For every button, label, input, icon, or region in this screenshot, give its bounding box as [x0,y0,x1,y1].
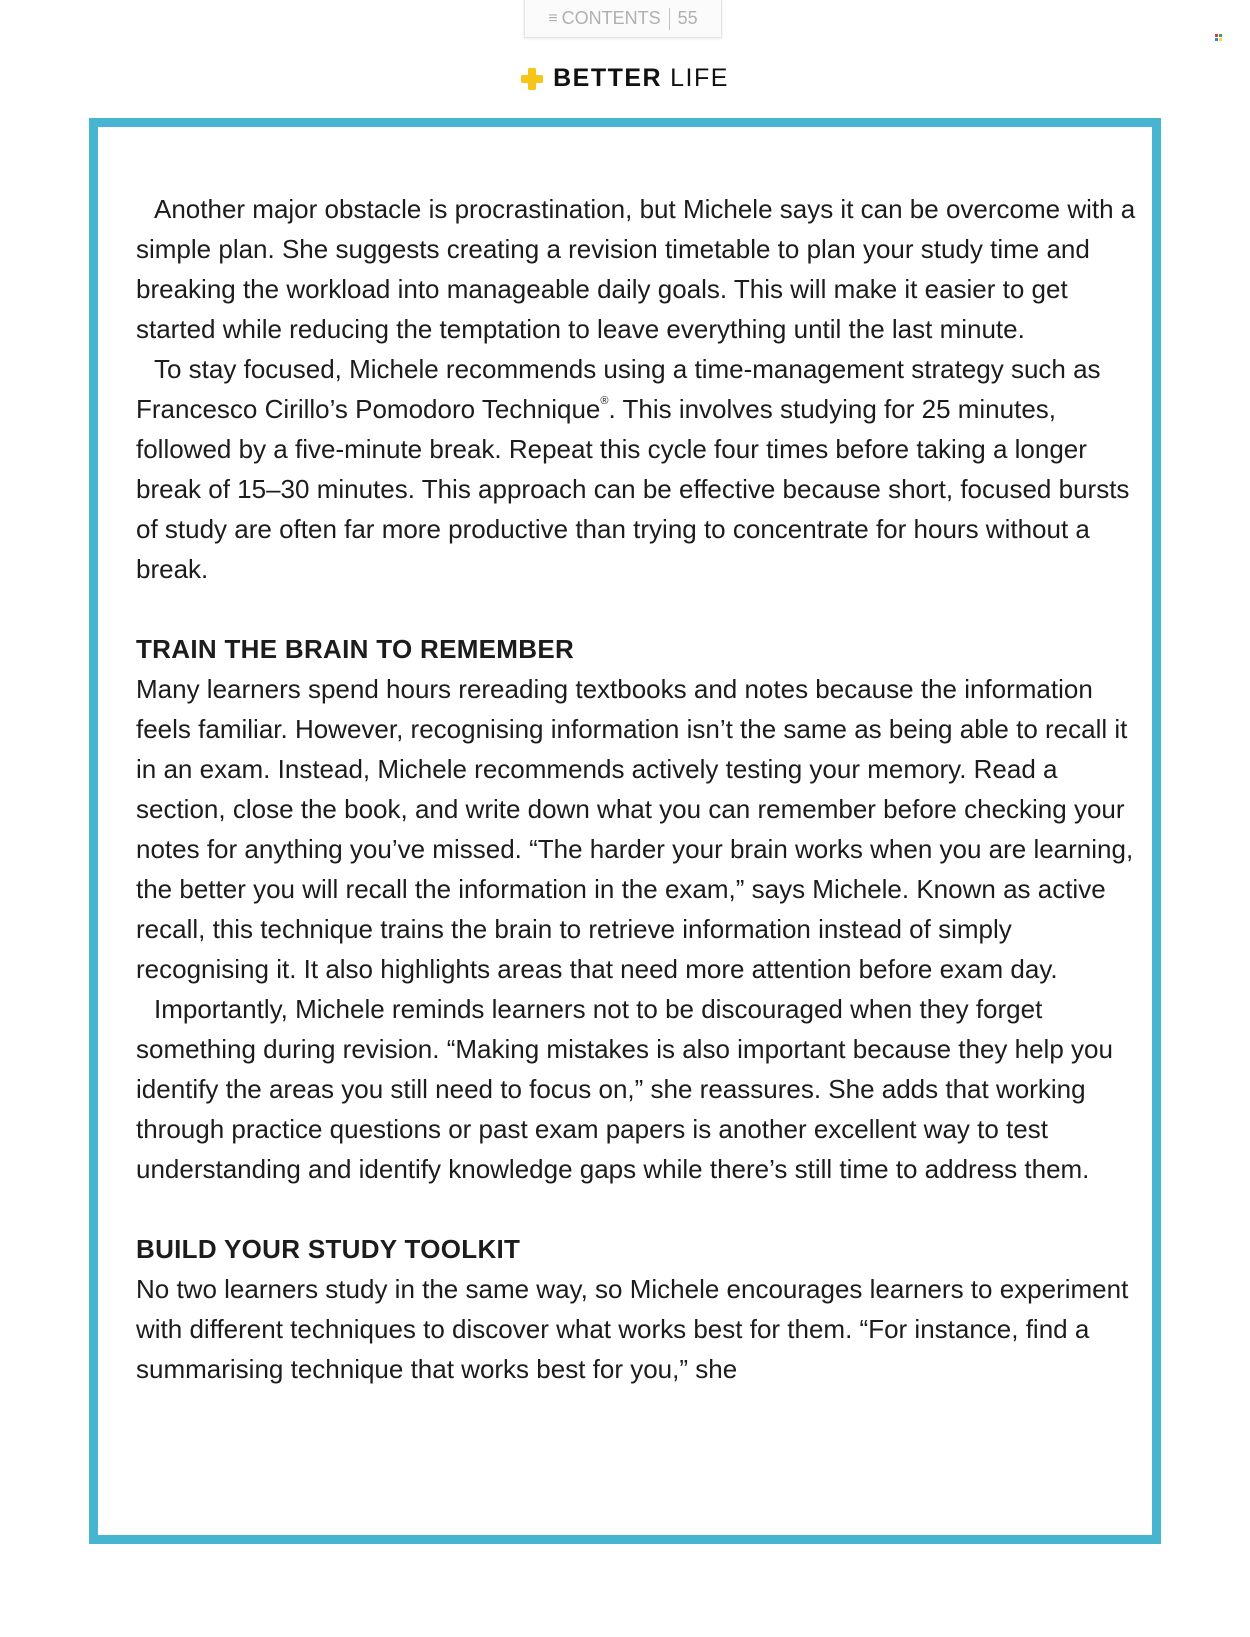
section-title-light: LIFE [670,64,729,92]
registered-mark: ® [600,395,609,407]
color-dots-icon [1215,34,1222,41]
paragraph [136,349,1136,589]
menu-icon: ≡ [548,9,558,27]
plus-cross-icon [521,68,543,90]
divider [669,8,670,30]
paragraph-text: . This involves studying for 25 minutes, followed by a five-minute break. Repeat this cycle four times before taking a longer break of 15–30 minutes. This approach can be effective because short, focused bursts of study are often far more productive than trying to concentrate for hours without a break. [136,394,1130,584]
contents-label: CONTENTS [561,8,661,28]
article-body [136,189,1136,1389]
paragraph: No two learners study in the same way, so Michele encourages learners to experiment with different techniques to discover what works best for them. “For instance, find a summarising technique that works best for you,” she [136,1274,1129,1384]
paragraph: Many learners spend hours rereading textbooks and notes because the information feels familiar. However, recognising information isn’t the same as being able to recall it in an exam. Instead, Michele recommends actively testing your memory. Read a section, close the book, and write down what you can remember before checking your notes for anything you’ve missed. “The harder your brain works when you are learning, the better you will recall the information in the exam,” says Michele. Known as active recall, this technique trains the brain to retrieve information instead of simply recognising it. It also highlights areas that need more attention before exam day. [136,674,1134,984]
contents-button[interactable] [524,0,722,38]
subheading: TRAIN THE BRAIN TO REMEMBER [136,634,575,664]
paragraph: Importantly, Michele reminds learners not to be discouraged when they forget something during revision. “Making mistakes is also important because they help you identify the areas you still need to focus on,” she reassures. She adds that working through practice questions or past exam papers is another excellent way to test understanding and identify knowledge gaps while there’s still time to address them. [136,994,1113,1184]
subheading: BUILD YOUR STUDY TOOLKIT [136,1234,521,1264]
section-header [0,64,1250,93]
paragraph-text: To stay focused, Michele recommends using a time-management strategy such as Francesco Cirillo’s Pomodoro Technique [136,354,1101,424]
paragraph: Another major obstacle is procrastination, but Michele says it can be overcome with a simple plan. She suggests creating a revision timetable to plan your study time and breaking the workload into manageable daily goals. This will make it easier to get started while reducing the temptation to leave everything until the last minute. [136,194,1136,344]
section-title-bold: BETTER [553,64,663,92]
page-number: 55 [677,8,698,28]
